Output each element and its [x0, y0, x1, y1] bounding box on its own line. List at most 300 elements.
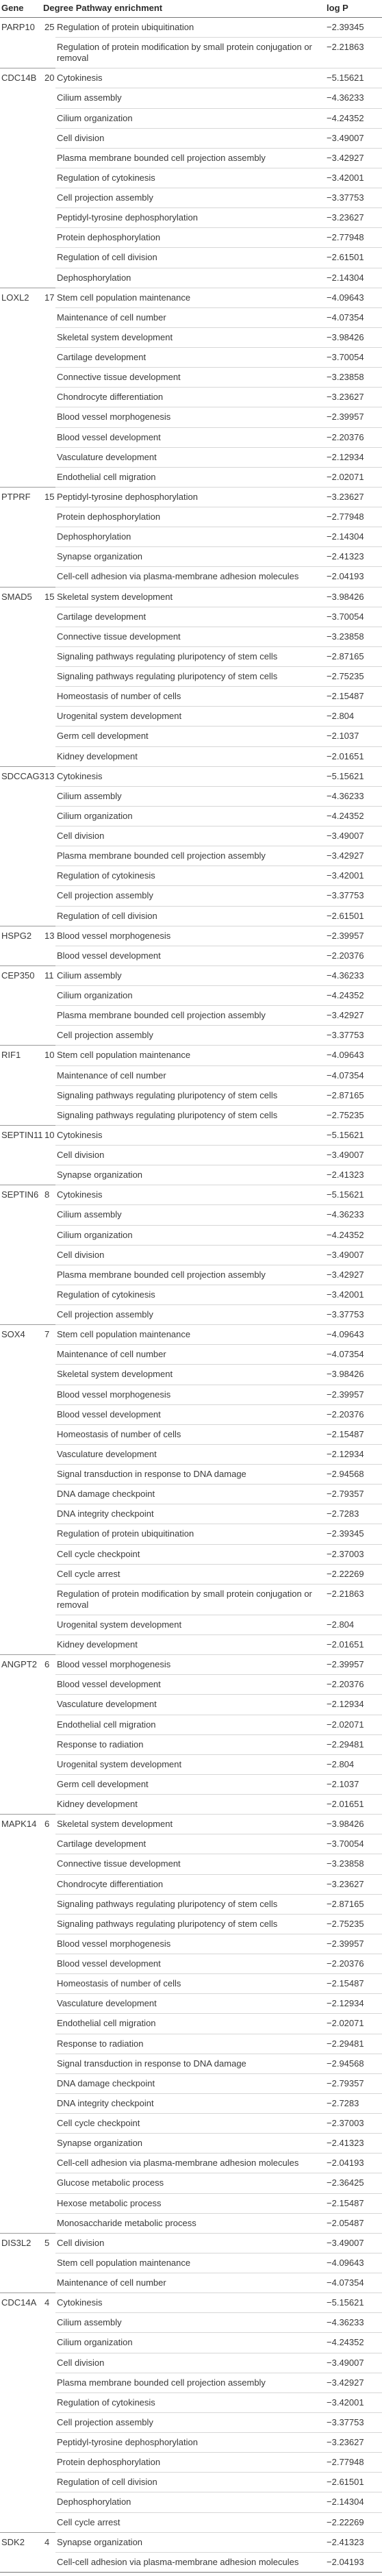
pathway-cell: Kidney development: [55, 1795, 322, 1815]
table-row: [0, 746, 382, 766]
logp-cell: −4.36233: [322, 965, 382, 985]
degree-cell: [43, 128, 55, 148]
logp-cell: −2.41323: [322, 547, 382, 567]
gene-cell: [0, 467, 43, 487]
table-row: [0, 1974, 382, 1994]
degree-cell: [43, 527, 55, 547]
degree-cell: [43, 2193, 55, 2213]
logp-cell: −2.39345: [322, 18, 382, 38]
logp-cell: −2.05487: [322, 2213, 382, 2233]
logp-cell: −5.15621: [322, 1185, 382, 1205]
degree-cell: [43, 906, 55, 926]
pathway-cell: Maintenance of cell number: [55, 2273, 322, 2293]
degree-cell: [43, 228, 55, 248]
degree-cell: [43, 1165, 55, 1185]
logp-cell: −5.15621: [322, 68, 382, 88]
degree-cell: [43, 1085, 55, 1105]
logp-cell: −3.98426: [322, 327, 382, 347]
table-row: [0, 1894, 382, 1914]
degree-cell: [43, 1385, 55, 1404]
degree-cell: [43, 1795, 55, 1815]
logp-cell: −3.49007: [322, 1146, 382, 1165]
degree-cell: [43, 2473, 55, 2492]
logp-cell: −2.20376: [322, 1675, 382, 1695]
gene-cell: PTPRF: [0, 487, 43, 507]
pathway-cell: Regulation of cytokinesis: [55, 866, 322, 886]
pathway-cell: Regulation of cytokinesis: [55, 168, 322, 188]
logp-cell: −3.37753: [322, 1305, 382, 1325]
pathway-cell: Endothelial cell migration: [55, 1715, 322, 1734]
degree-cell: [43, 1504, 55, 1524]
pathway-cell: Signal transduction in response to DNA damage: [55, 1465, 322, 1485]
logp-cell: −3.42001: [322, 168, 382, 188]
gene-cell: [0, 946, 43, 965]
degree-cell: [43, 547, 55, 567]
logp-cell: −3.42001: [322, 1285, 382, 1304]
table-row: [0, 427, 382, 447]
logp-cell: −2.21863: [322, 1584, 382, 1615]
degree-cell: [43, 2492, 55, 2512]
logp-cell: −3.42927: [322, 846, 382, 866]
pathway-cell: Connective tissue development: [55, 1854, 322, 1874]
gene-cell: [0, 108, 43, 128]
pathway-cell: Cell-cell adhesion via plasma-membrane adhesion molecules: [55, 2552, 322, 2572]
table-row: [0, 587, 382, 607]
degree-cell: [43, 427, 55, 447]
logp-cell: −3.70054: [322, 1834, 382, 1854]
table-row: [0, 168, 382, 188]
pathway-cell: Regulation of cytokinesis: [55, 1285, 322, 1304]
gene-cell: [0, 806, 43, 826]
degree-cell: 17: [43, 288, 55, 307]
table-row: [0, 1265, 382, 1285]
logp-cell: −4.07354: [322, 1065, 382, 1085]
degree-cell: [43, 188, 55, 208]
logp-cell: −2.20376: [322, 946, 382, 965]
table-row: [0, 1504, 382, 1524]
logp-cell: −3.42001: [322, 2392, 382, 2412]
table-row: [0, 1105, 382, 1125]
logp-cell: −3.49007: [322, 2233, 382, 2253]
table-row: [0, 248, 382, 268]
degree-cell: [43, 786, 55, 806]
pathway-cell: Signaling pathways regulating pluripotency of stem cells: [55, 1105, 322, 1125]
logp-cell: −2.12934: [322, 1444, 382, 1464]
pathway-cell: Stem cell population maintenance: [55, 1046, 322, 1065]
logp-cell: −4.07354: [322, 2273, 382, 2293]
degree-cell: [43, 1485, 55, 1504]
gene-cell: [0, 2054, 43, 2073]
header-degree: Degree: [43, 3, 74, 13]
pathway-cell: Stem cell population maintenance: [55, 1325, 322, 1345]
pathway-cell: Cartilage development: [55, 607, 322, 627]
gene-cell: [0, 866, 43, 886]
logp-cell: −3.70054: [322, 607, 382, 627]
gene-cell: [0, 1345, 43, 1365]
degree-cell: [43, 447, 55, 467]
pathway-cell: Connective tissue development: [55, 627, 322, 646]
pathway-cell: Cytokinesis: [55, 1185, 322, 1205]
gene-cell: [0, 1994, 43, 2014]
degree-cell: [43, 2134, 55, 2154]
table-row: [0, 687, 382, 707]
pathway-cell: Endothelial cell migration: [55, 2014, 322, 2034]
logp-cell: −4.24352: [322, 806, 382, 826]
gene-cell: [0, 1285, 43, 1304]
degree-cell: [43, 467, 55, 487]
gene-cell: [0, 2193, 43, 2213]
degree-cell: [43, 388, 55, 407]
pathway-cell: Cytokinesis: [55, 1125, 322, 1145]
pathway-cell: Germ cell development: [55, 727, 322, 746]
degree-cell: [43, 986, 55, 1006]
gene-cell: [0, 2213, 43, 2233]
degree-cell: [43, 2552, 55, 2572]
degree-cell: [43, 1245, 55, 1265]
degree-cell: 13: [43, 926, 55, 946]
pathway-cell: Cell division: [55, 1146, 322, 1165]
pathway-cell: Signaling pathways regulating pluripotency of stem cells: [55, 1914, 322, 1934]
logp-cell: −4.36233: [322, 786, 382, 806]
table-row: [0, 2453, 382, 2473]
table-row: [0, 786, 382, 806]
logp-cell: −2.804: [322, 707, 382, 727]
gene-cell: [0, 1424, 43, 1444]
pathway-cell: Skeletal system development: [55, 587, 322, 607]
pathway-cell: Blood vessel morphogenesis: [55, 926, 322, 946]
pathway-cell: Blood vessel development: [55, 946, 322, 965]
logp-cell: −5.15621: [322, 1125, 382, 1145]
degree-cell: 20: [43, 68, 55, 88]
logp-cell: −2.14304: [322, 2492, 382, 2512]
gene-cell: SDCCAG3: [0, 766, 43, 786]
degree-cell: 15: [43, 587, 55, 607]
pathway-cell: Cell division: [55, 826, 322, 846]
degree-cell: [43, 1954, 55, 1974]
logp-cell: −4.36233: [322, 2313, 382, 2333]
gene-cell: [0, 1894, 43, 1914]
pathway-cell: Peptidyl-tyrosine dephosphorylation: [55, 2433, 322, 2453]
logp-cell: −2.61501: [322, 906, 382, 926]
degree-cell: 7: [43, 1325, 55, 1345]
pathway-cell: Kidney development: [55, 746, 322, 766]
degree-cell: [43, 327, 55, 347]
degree-cell: [43, 1754, 55, 1774]
pathway-cell: Cartilage development: [55, 1834, 322, 1854]
logp-cell: −2.1037: [322, 727, 382, 746]
degree-cell: [43, 2114, 55, 2134]
gene-cell: [0, 2492, 43, 2512]
logp-cell: −5.15621: [322, 2293, 382, 2313]
pathway-cell: Blood vessel morphogenesis: [55, 1934, 322, 1954]
table-row: [0, 2392, 382, 2412]
logp-cell: −3.23627: [322, 1874, 382, 1894]
gene-cell: CDC14B: [0, 68, 43, 88]
degree-cell: [43, 1345, 55, 1365]
logp-cell: −2.01651: [322, 1795, 382, 1815]
gene-cell: [0, 148, 43, 168]
pathway-cell: Vasculature development: [55, 1695, 322, 1715]
logp-cell: −2.39345: [322, 1524, 382, 1544]
pathway-cell: Cell cycle checkpoint: [55, 2114, 322, 2134]
pathway-cell: Plasma membrane bounded cell projection assembly: [55, 2373, 322, 2392]
logp-cell: −2.37003: [322, 1544, 382, 1564]
degree-cell: [43, 1265, 55, 1285]
pathway-cell: Cartilage development: [55, 348, 322, 368]
pathway-cell: Cell projection assembly: [55, 886, 322, 906]
gene-cell: [0, 268, 43, 288]
pathway-cell: Regulation of protein modification by small protein conjugation or removal: [55, 1584, 322, 1615]
table-row: [0, 1165, 382, 1185]
degree-cell: [43, 1465, 55, 1485]
pathway-cell: Cell projection assembly: [55, 1026, 322, 1046]
gene-cell: [0, 1675, 43, 1695]
pathway-cell: Endothelial cell migration: [55, 467, 322, 487]
logp-cell: −5.15621: [322, 766, 382, 786]
logp-cell: −2.20376: [322, 1404, 382, 1424]
table-row: [0, 268, 382, 288]
table-row: [0, 2014, 382, 2034]
pathway-cell: Blood vessel morphogenesis: [55, 1385, 322, 1404]
pathway-cell: Regulation of protein modification by small protein conjugation or removal: [55, 38, 322, 68]
degree-cell: [43, 1524, 55, 1544]
table-row: [0, 188, 382, 208]
degree-cell: [43, 1146, 55, 1165]
logp-cell: −3.37753: [322, 886, 382, 906]
degree-cell: [43, 2154, 55, 2173]
gene-cell: [0, 1265, 43, 1285]
gene-cell: [0, 1006, 43, 1026]
pathway-cell: Plasma membrane bounded cell projection assembly: [55, 846, 322, 866]
degree-cell: [43, 307, 55, 327]
degree-cell: [43, 1834, 55, 1854]
gene-cell: [0, 2333, 43, 2353]
logp-cell: −3.98426: [322, 1365, 382, 1385]
pathway-cell: Cilium organization: [55, 986, 322, 1006]
degree-cell: [43, 1874, 55, 1894]
gene-cell: [0, 1465, 43, 1485]
logp-cell: −2.22269: [322, 1564, 382, 1584]
logp-cell: −2.01651: [322, 746, 382, 766]
degree-cell: 10: [43, 1046, 55, 1065]
degree-cell: [43, 627, 55, 646]
table-row: [0, 1874, 382, 1894]
degree-cell: [43, 2313, 55, 2333]
gene-cell: [0, 567, 43, 587]
logp-cell: −4.24352: [322, 1225, 382, 1245]
table-row: [0, 1225, 382, 1245]
table-row: [0, 2492, 382, 2512]
pathway-cell: Homeostasis of number of cells: [55, 687, 322, 707]
gene-cell: [0, 2034, 43, 2054]
table-row: [0, 1635, 382, 1655]
gene-cell: [0, 1635, 43, 1655]
degree-cell: [43, 1774, 55, 1794]
table-row: [0, 1085, 382, 1105]
gene-cell: [0, 2353, 43, 2373]
pathway-cell: Cell division: [55, 2233, 322, 2253]
gene-cell: [0, 368, 43, 388]
degree-cell: [43, 2173, 55, 2193]
table-row: [0, 507, 382, 527]
gene-cell: [0, 1564, 43, 1584]
degree-cell: 6: [43, 1655, 55, 1675]
logp-cell: −3.23858: [322, 627, 382, 646]
table-row: [0, 38, 382, 68]
pathway-cell: Plasma membrane bounded cell projection assembly: [55, 1265, 322, 1285]
degree-cell: [43, 1934, 55, 1954]
table-row: [0, 1046, 382, 1065]
gene-cell: [0, 1584, 43, 1615]
logp-cell: −2.02071: [322, 467, 382, 487]
pathway-cell: Vasculature development: [55, 1994, 322, 2014]
logp-cell: −2.7283: [322, 2093, 382, 2113]
pathway-cell: Peptidyl-tyrosine dephosphorylation: [55, 487, 322, 507]
table-row: [0, 18, 382, 38]
table-row: [0, 2512, 382, 2532]
gene-cell: [0, 1914, 43, 1934]
pathway-cell: Synapse organization: [55, 2134, 322, 2154]
table-row: [0, 2273, 382, 2293]
table-row: [0, 1444, 382, 1464]
pathway-cell: Connective tissue development: [55, 368, 322, 388]
pathway-cell: Vasculature development: [55, 1444, 322, 1464]
pathway-cell: Cell projection assembly: [55, 2412, 322, 2432]
table-row: [0, 1285, 382, 1304]
degree-cell: [43, 2333, 55, 2353]
gene-cell: CEP350: [0, 965, 43, 985]
degree-cell: [43, 268, 55, 288]
logp-cell: −2.14304: [322, 527, 382, 547]
degree-cell: [43, 1734, 55, 1754]
pathway-cell: Glucose metabolic process: [55, 2173, 322, 2193]
pathway-cell: Cell division: [55, 128, 322, 148]
pathway-cell: Regulation of cell division: [55, 906, 322, 926]
table-row: [0, 1026, 382, 1046]
table-row: [0, 1914, 382, 1934]
gene-cell: [0, 1504, 43, 1524]
pathway-cell: Cilium assembly: [55, 1205, 322, 1225]
degree-cell: [43, 1006, 55, 1026]
table-row: [0, 1954, 382, 1974]
gene-cell: [0, 2114, 43, 2134]
gene-cell: [0, 1715, 43, 1734]
table-row: [0, 2373, 382, 2392]
logp-cell: −3.42927: [322, 2373, 382, 2392]
logp-cell: −2.77948: [322, 507, 382, 527]
degree-cell: [43, 2412, 55, 2432]
table-row: [0, 2353, 382, 2373]
gene-cell: [0, 2134, 43, 2154]
logp-cell: −2.15487: [322, 687, 382, 707]
logp-cell: −3.42927: [322, 1006, 382, 1026]
logp-cell: −2.39957: [322, 1655, 382, 1675]
pathway-cell: Urogenital system development: [55, 1754, 322, 1774]
pathway-cell: Cell projection assembly: [55, 188, 322, 208]
gene-cell: [0, 886, 43, 906]
gene-cell: [0, 1734, 43, 1754]
table-row: [0, 1404, 382, 1424]
header-logp: log P: [322, 0, 382, 18]
table-row: [0, 2253, 382, 2273]
gene-cell: SOX4: [0, 1325, 43, 1345]
logp-cell: −3.98426: [322, 1815, 382, 1834]
degree-cell: [43, 507, 55, 527]
pathway-cell: Cell division: [55, 1245, 322, 1265]
degree-cell: [43, 1974, 55, 1994]
gene-cell: [0, 1485, 43, 1504]
gene-cell: [0, 1225, 43, 1245]
degree-cell: [43, 248, 55, 268]
pathway-cell: Regulation of protein ubiquitination: [55, 1524, 322, 1544]
logp-cell: −2.29481: [322, 1734, 382, 1754]
logp-cell: −2.39957: [322, 407, 382, 427]
table-row: [0, 906, 382, 926]
pathway-cell: Cell-cell adhesion via plasma-membrane adhesion molecules: [55, 567, 322, 587]
gene-cell: MAPK14: [0, 1815, 43, 1834]
logp-cell: −2.04193: [322, 2552, 382, 2572]
logp-cell: −2.01651: [322, 1635, 382, 1655]
gene-cell: [0, 627, 43, 646]
logp-cell: −2.75235: [322, 1105, 382, 1125]
table-row: [0, 866, 382, 886]
pathway-cell: Cilium organization: [55, 1225, 322, 1245]
logp-cell: −2.12934: [322, 1994, 382, 2014]
gene-cell: DIS3L2: [0, 2233, 43, 2253]
pathway-cell: Protein dephosphorylation: [55, 507, 322, 527]
pathway-cell: Cell division: [55, 2353, 322, 2373]
table-row: [0, 2433, 382, 2453]
gene-cell: [0, 1974, 43, 1994]
logp-cell: −2.21863: [322, 38, 382, 68]
table-row: [0, 1125, 382, 1145]
table-row: [0, 1146, 382, 1165]
degree-cell: [43, 707, 55, 727]
degree-cell: [43, 38, 55, 68]
degree-cell: 11: [43, 965, 55, 985]
degree-cell: [43, 2034, 55, 2054]
gene-cell: [0, 2313, 43, 2333]
gene-cell: [0, 667, 43, 687]
pathway-cell: Cilium assembly: [55, 88, 322, 108]
degree-cell: 5: [43, 2233, 55, 2253]
logp-cell: −3.23627: [322, 208, 382, 228]
table-row: [0, 407, 382, 427]
gene-cell: [0, 2273, 43, 2293]
logp-cell: −3.42927: [322, 1265, 382, 1285]
table-row: [0, 1715, 382, 1734]
table-row: [0, 1245, 382, 1265]
logp-cell: −3.42927: [322, 148, 382, 168]
logp-cell: −4.24352: [322, 108, 382, 128]
degree-cell: [43, 2353, 55, 2373]
pathway-cell: Hexose metabolic process: [55, 2193, 322, 2213]
table-row: [0, 307, 382, 327]
gene-cell: [0, 1365, 43, 1385]
logp-cell: −3.70054: [322, 348, 382, 368]
table-row: [0, 348, 382, 368]
gene-cell: [0, 2552, 43, 2572]
table-row: [0, 1564, 382, 1584]
logp-cell: −2.39957: [322, 926, 382, 946]
logp-cell: −4.24352: [322, 986, 382, 1006]
table-row: [0, 2532, 382, 2552]
gene-cell: [0, 1305, 43, 1325]
logp-cell: −2.04193: [322, 2154, 382, 2173]
pathway-cell: Synapse organization: [55, 1165, 322, 1185]
gene-cell: [0, 228, 43, 248]
pathway-cell: Urogenital system development: [55, 1615, 322, 1634]
